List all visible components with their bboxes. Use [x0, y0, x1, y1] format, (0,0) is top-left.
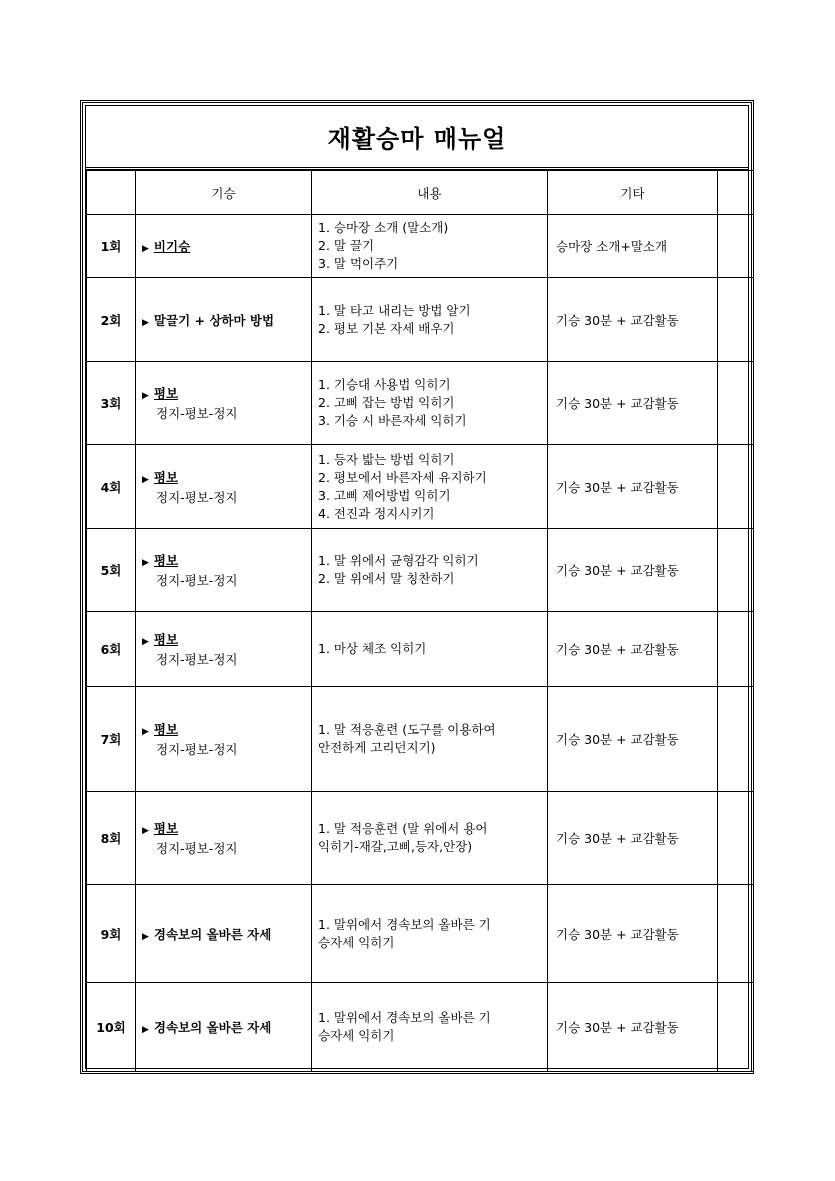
- session-number: 4회: [87, 445, 136, 529]
- content-line: 1. 말 위에서 균형감각 익히기: [318, 553, 479, 568]
- skill-name: 비기승: [153, 239, 191, 254]
- session-number: 6회: [87, 612, 136, 687]
- session-number: 8회: [87, 792, 136, 885]
- arrow-right-icon: ▶: [142, 826, 149, 836]
- session-number: 10회: [87, 983, 136, 1072]
- arrow-right-icon: ▶: [142, 931, 149, 942]
- etc-cell: 기승 30분 + 교감활동: [548, 885, 718, 983]
- etc-cell: 기승 30분 + 교감활동: [548, 792, 718, 885]
- blank-cell: [718, 792, 754, 885]
- skill-subtitle: 정지-평보-정지: [156, 406, 238, 421]
- content-line: 3. 말 먹이주기: [318, 256, 399, 271]
- arrow-right-icon: ▶: [142, 727, 149, 737]
- table-row: [87, 278, 754, 362]
- content-line: 2. 말 끌기: [318, 238, 375, 253]
- manual-table: [86, 170, 754, 1072]
- content-line: 2. 말 위에서 말 칭찬하기: [318, 571, 455, 586]
- skill-name: 경속보의 올바른 자세: [153, 1020, 272, 1035]
- blank-cell: [718, 983, 754, 1072]
- content-cell: [312, 885, 548, 983]
- etc-cell: 기승 30분 + 교감활동: [548, 278, 718, 362]
- etc-cell: 기승 30분 + 교감활동: [548, 362, 718, 445]
- header-content: 내용: [312, 171, 548, 215]
- session-number: 1회: [87, 215, 136, 278]
- skill-name: 평보: [153, 821, 179, 836]
- content-line: 2. 평보 기본 자세 배우기: [318, 320, 455, 336]
- content-line: 익히기-재갈,고삐,등자,안장): [318, 839, 473, 854]
- content-line: 3. 고삐 제어방법 익히기: [318, 487, 451, 503]
- skill-cell: [136, 529, 312, 612]
- blank-cell: [718, 278, 754, 362]
- content-cell: [312, 529, 548, 612]
- skill-name: 평보: [153, 722, 179, 737]
- content-line: 안전하게 고리던지기): [318, 740, 436, 755]
- content-cell: [312, 983, 548, 1072]
- content-line: 4. 전진과 정지시키기: [318, 505, 435, 521]
- table-header-row: [87, 171, 754, 215]
- session-number: 2회: [87, 278, 136, 362]
- skill-subtitle: 정지-평보-정지: [156, 489, 238, 505]
- arrow-right-icon: ▶: [142, 637, 149, 647]
- content-cell: [312, 612, 548, 687]
- header-etc: 기타: [548, 171, 718, 215]
- content-cell: [312, 687, 548, 792]
- etc-cell: 승마장 소개+말소개: [548, 215, 718, 278]
- table-row: [87, 362, 754, 445]
- skill-name: 평보: [153, 553, 179, 568]
- arrow-right-icon: ▶: [142, 1025, 149, 1035]
- content-cell: [312, 362, 548, 445]
- skill-cell: [136, 278, 312, 362]
- session-number: 9회: [87, 885, 136, 983]
- session-number: 7회: [87, 687, 136, 792]
- table-row: [87, 687, 754, 792]
- content-line: 승자세 익히기: [318, 934, 395, 950]
- content-line: 승자세 익히기: [318, 1028, 395, 1043]
- content-line: 2. 고삐 잡는 방법 익히기: [318, 395, 455, 410]
- content-line: 1. 말 타고 내리는 방법 알기: [318, 302, 471, 318]
- content-cell: [312, 445, 548, 529]
- content-line: 1. 말 적응훈련 (말 위에서 용어: [318, 821, 488, 836]
- page-title: 재활승마 매뉴얼: [86, 106, 748, 170]
- arrow-right-icon: ▶: [142, 558, 149, 568]
- arrow-right-icon: ▶: [142, 391, 149, 401]
- content-line: 3. 기승 시 바른자세 익히기: [318, 413, 467, 428]
- content-line: 2. 평보에서 바른자세 유지하기: [318, 469, 487, 485]
- arrow-right-icon: ▶: [142, 474, 149, 485]
- etc-cell: 기승 30분 + 교감활동: [548, 612, 718, 687]
- skill-name: 평보: [153, 469, 179, 485]
- table-row: [87, 529, 754, 612]
- table-row: [87, 983, 754, 1072]
- blank-cell: [718, 687, 754, 792]
- skill-cell: [136, 792, 312, 885]
- content-cell: [312, 215, 548, 278]
- content-line: 1. 등자 밟는 방법 익히기: [318, 451, 455, 467]
- content-line: 1. 말위에서 경속보의 올바른 기: [318, 916, 491, 932]
- table-row: [87, 215, 754, 278]
- blank-cell: [718, 362, 754, 445]
- content-line: 1. 말위에서 경속보의 올바른 기: [318, 1010, 491, 1025]
- etc-cell: 기승 30분 + 교감활동: [548, 687, 718, 792]
- content-line: 1. 말 적응훈련 (도구를 이용하여: [318, 722, 496, 737]
- table-row: [87, 792, 754, 885]
- skill-name: 말끌기 + 상하마 방법: [153, 312, 275, 328]
- skill-name: 평보: [153, 386, 179, 401]
- blank-cell: [718, 215, 754, 278]
- etc-cell: 기승 30분 + 교감활동: [548, 983, 718, 1072]
- skill-cell: [136, 983, 312, 1072]
- etc-cell: 기승 30분 + 교감활동: [548, 529, 718, 612]
- blank-cell: [718, 612, 754, 687]
- header-skill: 기승: [136, 171, 312, 215]
- session-number: 5회: [87, 529, 136, 612]
- skill-cell: [136, 612, 312, 687]
- skill-name: 평보: [153, 632, 179, 647]
- content-cell: [312, 278, 548, 362]
- session-number: 3회: [87, 362, 136, 445]
- skill-cell: [136, 885, 312, 983]
- skill-subtitle: 정지-평보-정지: [156, 652, 238, 667]
- header-session: [87, 171, 136, 215]
- table-row: [87, 885, 754, 983]
- blank-cell: [718, 885, 754, 983]
- skill-cell: [136, 362, 312, 445]
- skill-subtitle: 정지-평보-정지: [156, 841, 238, 856]
- skill-subtitle: 정지-평보-정지: [156, 573, 238, 588]
- content-line: 1. 기승대 사용법 익히기: [318, 377, 451, 392]
- blank-cell: [718, 445, 754, 529]
- etc-cell: 기승 30분 + 교감활동: [548, 445, 718, 529]
- content-line: 1. 마상 체조 익히기: [318, 641, 427, 656]
- arrow-right-icon: ▶: [142, 317, 149, 328]
- skill-cell: [136, 687, 312, 792]
- skill-cell: [136, 445, 312, 529]
- blank-cell: [718, 529, 754, 612]
- content-line: 1. 승마장 소개 (말소개): [318, 220, 449, 235]
- content-cell: [312, 792, 548, 885]
- arrow-right-icon: ▶: [142, 244, 149, 254]
- table-row: [87, 612, 754, 687]
- skill-subtitle: 정지-평보-정지: [156, 742, 238, 757]
- table-row: [87, 445, 754, 529]
- skill-cell: [136, 215, 312, 278]
- header-blank: [718, 171, 754, 215]
- skill-name: 경속보의 올바른 자세: [153, 926, 272, 942]
